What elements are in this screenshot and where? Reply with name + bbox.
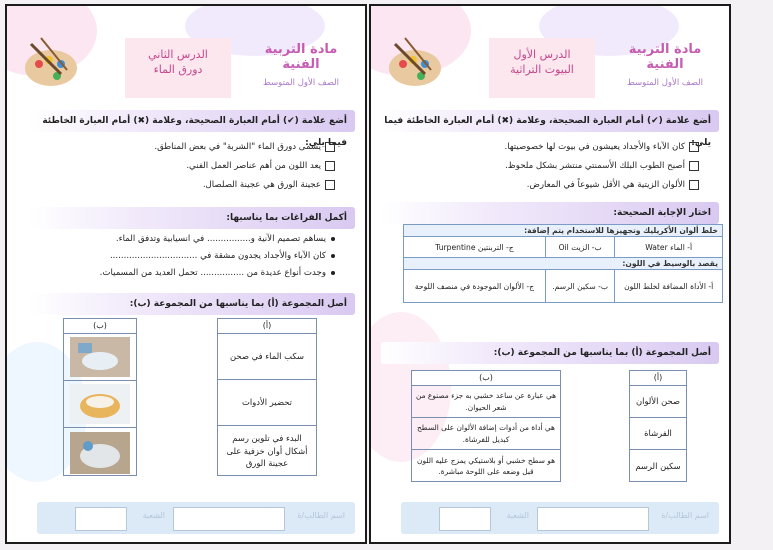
student-name-field[interactable] xyxy=(173,507,285,531)
bullet-icon xyxy=(331,237,335,241)
subject-title-block xyxy=(615,42,715,88)
checkbox[interactable] xyxy=(689,161,699,171)
checkbox[interactable] xyxy=(325,180,335,190)
class-field[interactable] xyxy=(439,507,491,531)
student-name-label: اسم الطالب/ة xyxy=(661,511,709,520)
group-b-header: (ب) xyxy=(64,319,136,334)
checkbox[interactable] xyxy=(325,161,335,171)
page-header xyxy=(15,34,357,104)
photo-item xyxy=(64,428,136,478)
group-b-column xyxy=(411,370,561,482)
group-a-item: سكين الرسم xyxy=(635,460,681,471)
water-bowl-photo xyxy=(70,337,130,377)
group-b-item: هي عبارة عن ساعد خشبي به جزء مصنوع من شعر الحيوان. xyxy=(412,386,560,418)
group-a-header: (أ) xyxy=(630,371,686,386)
mc-option[interactable]: ب- سكين الرسم. xyxy=(545,270,614,303)
section-heading-fill-blanks: أكمل الفراغات بما يناسبها: xyxy=(29,207,355,229)
group-a-item: تحضير الأدوات xyxy=(218,380,316,426)
mc-question: يقصد بالوسيط في اللون: xyxy=(404,258,723,270)
fill-item: وجدت أنواع عديدة من ................ تحمل العديد من المسميات. xyxy=(21,266,335,280)
student-footer xyxy=(401,502,719,534)
lesson-title-block xyxy=(125,38,231,98)
lesson-name: دورق الماء xyxy=(153,63,203,76)
section-heading-true-false: أضع علامة (✔) أمام العبارة الصحيحة، وعلامة (✖) أمام العبارة الخاطئة فيما يلي: xyxy=(29,110,355,132)
class-field[interactable] xyxy=(75,507,127,531)
multiple-choice-table xyxy=(403,224,723,303)
mc-option[interactable]: أ- الأداة المضافة لخلط اللون xyxy=(615,270,723,303)
fill-item: كان الآباء والأجداد يجدون مشقة في ................................ xyxy=(21,249,335,263)
grade-label: الصف الأول المتوسط xyxy=(262,78,340,88)
mc-option[interactable]: ج- الألوان الموجودة في منصف اللوحة xyxy=(404,270,546,303)
tf-item: أصبح الطوب البلك الأسمنتي منتشر بشكل ملحوظ. xyxy=(385,159,699,173)
group-a-item: صحن الألوان xyxy=(630,386,686,418)
palette-icon xyxy=(21,34,81,94)
photo-item xyxy=(64,334,136,381)
mc-option[interactable]: ب- الزيت Oil xyxy=(545,237,614,258)
group-a-item: البدء في تلوين رسم أشكال أوان خزفية على عجينة الورق xyxy=(226,433,308,469)
tf-item: يعد اللون من أهم عناصر العمل الفني. xyxy=(21,159,335,173)
group-a-item: الفرشاة xyxy=(630,418,686,450)
lesson-title-block xyxy=(489,38,595,98)
bullet-icon xyxy=(331,254,335,258)
group-b-column xyxy=(63,318,137,476)
section-heading-matching: أصل المجموعة (أ) بما يناسبها من المجموعة (ب): xyxy=(29,293,355,315)
checkbox[interactable] xyxy=(325,142,335,152)
section-heading-true-false: أضع علامة (✔) أمام العبارة الصحيحة، وعلامة (✖) أمام العبارة الخاطئة فيما يلي: xyxy=(381,110,719,132)
tf-item: عجينة الورق هي عجينة الصلصال. xyxy=(21,178,335,192)
mc-question: خلط ألوان الأكريليك وتجهيزها للاستخدام يتم إضافة: xyxy=(404,225,723,237)
student-name-label: اسم الطالب/ة xyxy=(297,511,345,520)
checkbox[interactable] xyxy=(689,142,699,152)
lesson-number: الدرس الثاني xyxy=(148,48,208,61)
section-heading-multiple-choice: اختار الإجابة الصحيحة: xyxy=(381,202,719,224)
group-a-header: (أ) xyxy=(218,319,316,334)
student-footer xyxy=(37,502,355,534)
group-a-column xyxy=(629,370,687,482)
group-a-column xyxy=(217,318,317,476)
palette-icon xyxy=(385,34,445,94)
worksheet-page-lesson2 xyxy=(5,4,367,544)
class-label: الشعبة xyxy=(142,511,165,520)
subject-title: مادة التربية الفنية xyxy=(628,42,702,72)
photo-item xyxy=(64,381,136,428)
student-name-field[interactable] xyxy=(537,507,649,531)
subject-title: مادة التربية الفنية xyxy=(264,42,338,72)
grade-label: الصف الأول المتوسط xyxy=(626,78,704,88)
bullet-icon xyxy=(331,271,335,275)
group-b-header: (ب) xyxy=(412,371,560,386)
group-a-item: سكب الماء في صحن xyxy=(218,334,316,380)
worksheet-page-lesson1 xyxy=(369,4,731,544)
section-heading-matching: أصل المجموعة (أ) بما يناسبها من المجموعة (ب): xyxy=(381,342,719,364)
paper-pulp-photo xyxy=(70,432,130,474)
tools-photo xyxy=(70,384,130,424)
group-b-item: هي أداة من أدوات إضافة الألوان على السطح كبديل للفرشاة. xyxy=(412,418,560,450)
checkbox[interactable] xyxy=(689,180,699,190)
tf-item: يسمى دورق الماء "الشربة" في بعض المناطق. xyxy=(21,140,335,154)
mc-option[interactable]: ج- التربنتين Turpentine xyxy=(404,237,546,258)
group-b-item: هو سطح خشبي أو بلاستيكي يمزج عليه اللون قبل وضعه على اللوحة مباشرة. xyxy=(417,455,555,476)
page-header xyxy=(379,34,721,104)
lesson-name: البيوت التراثية xyxy=(510,63,574,76)
lesson-number: الدرس الأول xyxy=(513,48,571,61)
mc-option[interactable]: أ- الماء Water xyxy=(615,237,723,258)
subject-title-block xyxy=(251,42,351,88)
tf-item: كان الآباء والأجداد يعيشون في بيوت لها خصوصيتها. xyxy=(385,140,699,154)
fill-item: يساهم تصميم الآنية و................ في انسيابية وتدفق الماء. xyxy=(21,232,335,246)
class-label: الشعبة xyxy=(506,511,529,520)
tf-item: الألوان الزيتية هي الأقل شيوعاً في المعارض. xyxy=(385,178,699,192)
